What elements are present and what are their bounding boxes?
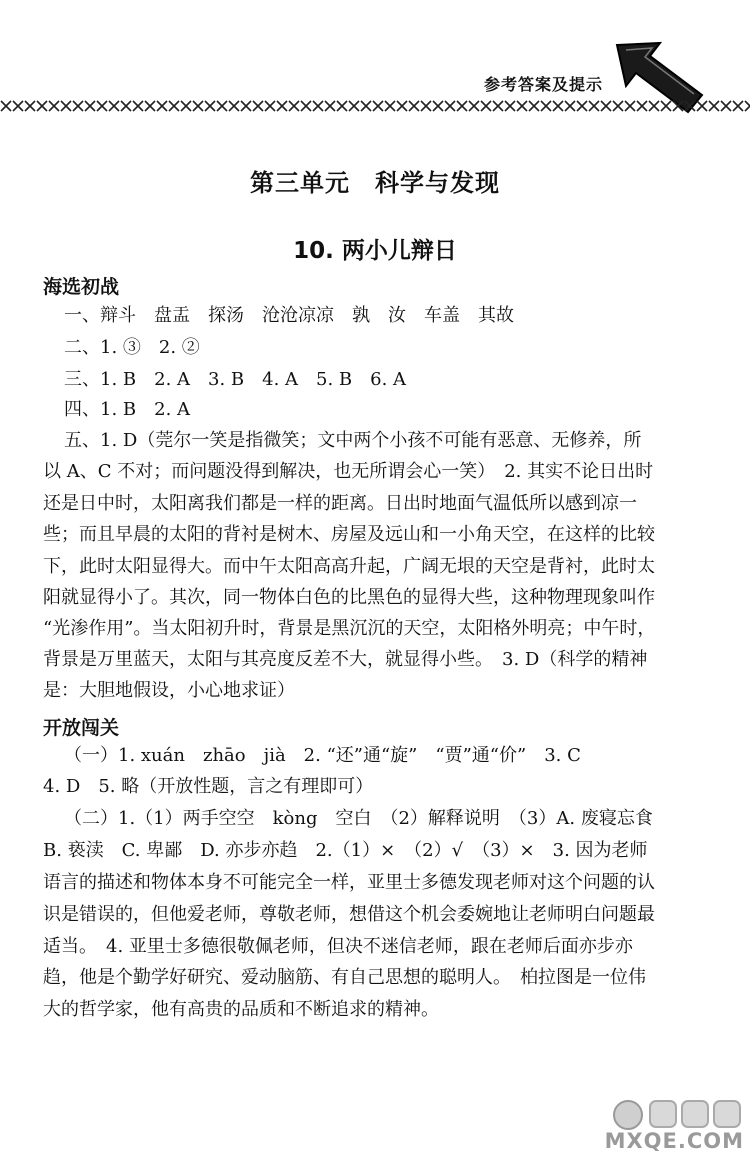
answer-line: “光渗作用”。当太阳初升时，背景是黑沉沉的天空，太阳格外明亮；中午时，	[43, 618, 656, 639]
answer-line: 阳就显得小了。其次，同一物体白色的比黑色的显得大些，这种物理现象叫作	[43, 587, 655, 608]
answer-line: 以 A、C 不对；而问题没得到解决，也无所谓会心一笑） 2. 其实不论日出时	[43, 461, 654, 482]
answer-line: 4. D 5. 略（开放性题，言之有理即可）	[43, 776, 374, 797]
answer-line: 适当。 4. 亚里士多德很敬佩老师，但决不迷信老师，跟在老师后面亦步亦	[43, 936, 633, 957]
answer-line: 五、1. D（莞尔一笑是指微笑；文中两个小孩不可能有恶意、无修养，所	[64, 430, 642, 451]
answer-line: （一）1. xuán zhāo jià 2. “还”通“旋” “贾”通“价” 3. C	[64, 745, 581, 766]
lesson-title: 10. 两小儿辩日	[293, 238, 457, 264]
answer-line: 还是日中时，太阳离我们都是一样的距离。日出时地面气温低所以感到凉一	[43, 493, 637, 514]
header-label: 参考答案及提示	[484, 75, 604, 94]
watermark-text: MXQE.COM	[604, 1129, 744, 1153]
decorative-border	[0, 98, 750, 114]
section-heading: 海选初战	[43, 276, 120, 298]
answer-line: 四、1. B 2. A	[64, 399, 191, 420]
answer-line: 些；而且早晨的太阳的背衬是树木、房屋及远山和一小角天空，在这样的比较	[43, 524, 655, 545]
unit-title: 第三单元 科学与发现	[250, 169, 500, 197]
answer-line: 二、1. ③ 2. ②	[64, 337, 200, 358]
section-heading: 开放闯关	[43, 717, 120, 739]
answer-line: 三、1. B 2. A 3. B 4. A 5. B 6. A	[64, 369, 407, 390]
answer-line: 识是错误的，但他爱老师，尊敬老师，想借这个机会委婉地让老师明白问题最	[43, 904, 655, 925]
answer-line: （二）1.（1）两手空空 kòng 空白 （2）解释说明 （3）A. 废寝忘食	[64, 808, 653, 829]
answer-line: B. 亵渎 C. 卑鄙 D. 亦步亦趋 2.（1）× （2）√ （3）× 3. 因为老师	[43, 840, 648, 861]
answer-line: 背景是万里蓝天，太阳与其亮度反差不大，就显得小些。 3. D（科学的精神	[43, 649, 648, 670]
answer-line: 下，此时太阳显得大。而中午太阳高高升起，广阔无垠的天空是背衬，此时太	[43, 556, 655, 577]
answer-line: 大的哲学家，他有高贵的品质和不断追求的精神。	[43, 999, 439, 1020]
answer-line: 是：大胆地假设，小心地求证）	[43, 680, 295, 701]
answer-line: 一、辩斗 盘盂 探汤 沧沧凉凉 孰 汝 车盖 其故	[64, 305, 514, 326]
answer-line: 趋，他是个勤学好研究、爱动脑筋、有自己思想的聪明人。 柏拉图是一位伟	[43, 967, 646, 988]
answer-line: 语言的描述和物体本身不可能完全一样，亚里士多德发现老师对这个问题的认	[43, 872, 655, 893]
